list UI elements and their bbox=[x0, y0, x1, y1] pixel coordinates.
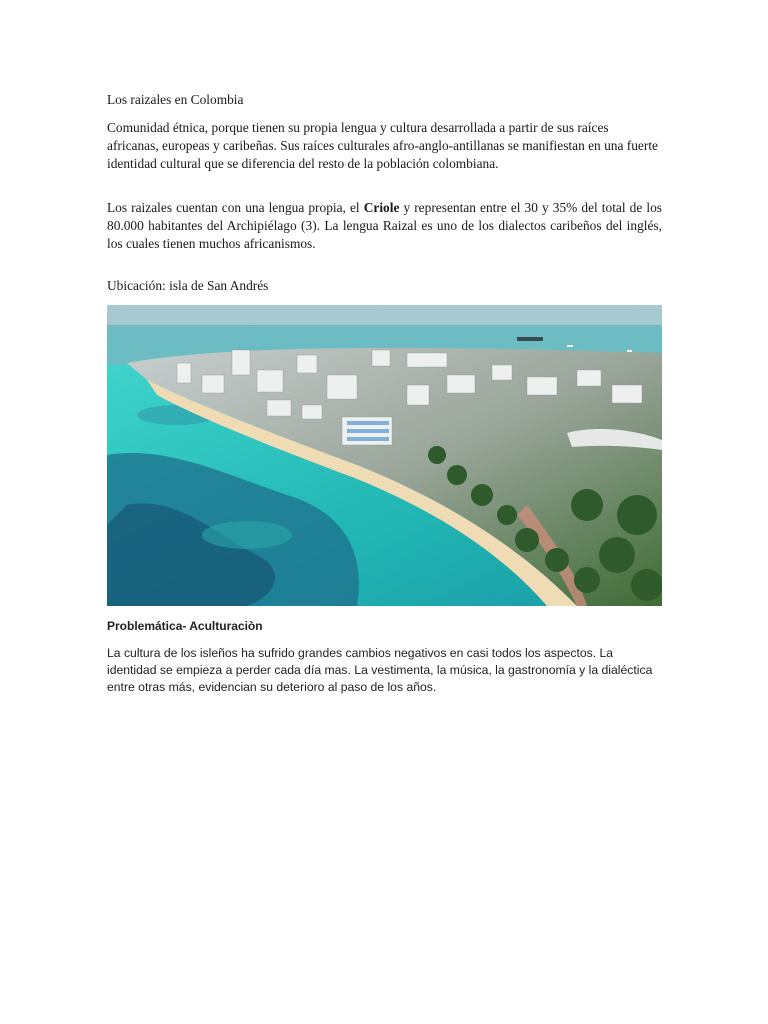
location-line: Ubicación: isla de San Andrés bbox=[107, 278, 269, 293]
document-title: Los raizales en Colombia bbox=[107, 92, 244, 107]
language-paragraph-end: y representan entre el 30 y 35% del total de los 80.000 habitantes del Archipiélago (3). La lengua Raizal es uno de los dialectos caribeños del inglés, los cuales tienen muchos africanismos. bbox=[107, 200, 662, 251]
intro-paragraph: Comunidad étnica, porque tienen su propia lengua y cultura desarrollada a partir de sus raíces africanas, europeas y caribeñas. Sus raíces culturales afro-anglo-antillanas se manifiestan en una fuerte identidad cultural que se diferencia del resto de la población colombiana. bbox=[107, 120, 659, 171]
acculturation-paragraph: La cultura de los isleños ha sufrido grandes cambios negativos en casi todos los aspectos. La identidad se empieza a perder cada día mas. La vestimenta, la música, la gastronomía y la dialéctica entre otras más, evidencian su deterioro al paso de los años. bbox=[107, 646, 653, 694]
aerial-photo-san-andres bbox=[107, 305, 662, 606]
criole-term: Criole bbox=[363, 200, 400, 215]
language-paragraph bbox=[107, 199, 662, 253]
language-paragraph-start: Los raizales cuentan con una lengua propia, el bbox=[107, 200, 364, 215]
section-heading: Problemática- Aculturaciòn bbox=[107, 619, 263, 633]
